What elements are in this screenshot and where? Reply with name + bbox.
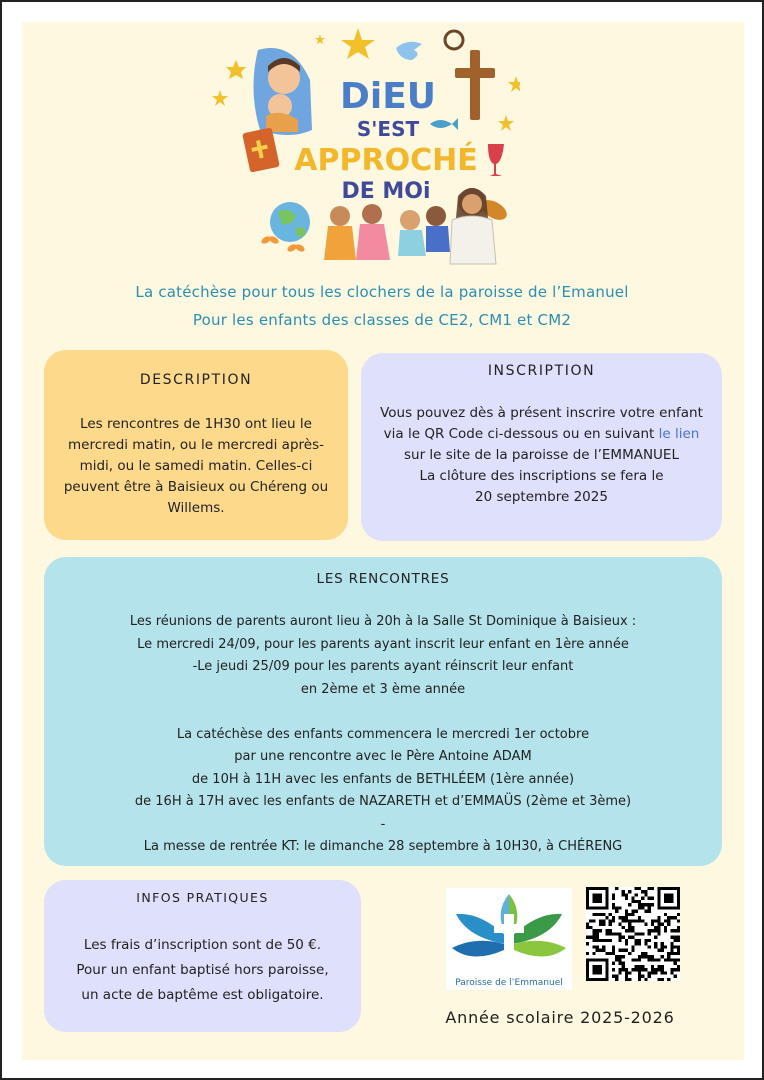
subtitle-line-1: La catéchèse pour tous les clochers de la paroisse de l’Emanuel [135, 283, 629, 301]
star-icon [498, 115, 514, 131]
jesus-illustration [450, 188, 496, 264]
description-card [44, 350, 348, 540]
hero-svg [200, 20, 520, 268]
cross-icon [504, 914, 514, 958]
parents-line: Le mercredi 24/09, pour les parents ayant inscrit leur enfant en 1ère année [137, 636, 629, 652]
chalice-icon [488, 144, 504, 176]
inscription-text-after-link: sur le site de la paroisse de l’EMMANUEL [403, 447, 679, 463]
enfants-line: de 16H à 17H avec les enfants de NAZARETH et d’EMMAÜS (2ème et 3ème) [134, 794, 632, 809]
dove-icon [396, 42, 422, 60]
registration-link[interactable]: le lien [658, 426, 700, 442]
inscription-card [361, 353, 722, 541]
enfants-line: de 10H à 11H avec les enfants de BETHLÉEM (1ère année) [191, 771, 575, 787]
infos-card [44, 880, 361, 1032]
parents-line: Les réunions de parents auront lieu à 20h à la Salle St Dominique à Baisieux : [129, 614, 637, 629]
infos-line: Les frais d’inscription sont de 50 €. [83, 937, 322, 953]
parish-logo-text: Paroisse de l’Emmanuel [455, 978, 563, 988]
hero-title-line-1: DiEU [339, 76, 437, 117]
rencontres-body [44, 611, 722, 859]
hero-title-line-4: DE MOi [341, 179, 431, 204]
qr-code-icon [586, 887, 680, 981]
rencontres-title: LES RENCONTRES [316, 571, 450, 587]
description-title: DESCRIPTION [139, 372, 253, 388]
inscription-closing-line-2: 20 septembre 2025 [475, 489, 608, 505]
star-icon [315, 34, 325, 44]
star-icon [212, 90, 228, 106]
crown-of-thorns-icon [445, 31, 463, 49]
cross-icon [455, 50, 495, 120]
description-body: Les rencontres de 1H30 ont lieu le mercredi matin, ou le mercredi après-midi, ou le samedi matin. Celles-ci peuvent être à Baisieux ou Chéreng ou Willems. [63, 416, 329, 516]
hero-title-line-3: APPROCHÉ [294, 143, 478, 178]
fish-icon [430, 118, 458, 130]
inscription-closing-line-1: La clôture des inscriptions se fera le [419, 468, 664, 484]
inscription-body [373, 403, 710, 508]
parents-line: en 2ème et 3 ème année [300, 681, 466, 697]
inscription-title: INSCRIPTION [487, 363, 596, 379]
subtitle-line-2: Pour les enfants des classes de CE2, CM1 et CM2 [192, 311, 572, 329]
hero-title-line-2: S'EST [356, 117, 420, 141]
enfants-line: par une rencontre avec le Père Antoine ADAM [234, 749, 532, 764]
infos-line: Pour un enfant baptisé hors paroisse, [76, 962, 329, 978]
inscription-text-before-link: Vous pouvez dès à présent inscrire votre enfant via le QR Code ci-dessous ou en suivant [380, 405, 703, 442]
mary-and-child-icon [253, 48, 312, 135]
messe-line: La messe de rentrée KT: le dimanche 28 septembre à 10H30, à CHÉRENG [143, 839, 623, 854]
parents-line: -Le jeudi 25/09 pour les parents ayant réinscrit leur enfant [192, 659, 574, 674]
enfants-line: La catéchèse des enfants commencera le mercredi 1er octobre [176, 726, 590, 742]
infos-body [44, 933, 361, 1008]
parish-logo [446, 888, 572, 990]
hero-illustration [200, 20, 520, 268]
children-illustration [324, 204, 450, 260]
star-icon [226, 60, 246, 79]
bible-icon [242, 127, 280, 172]
separator-dash: - [380, 816, 386, 832]
rencontres-card [44, 557, 722, 866]
infos-title: INFOS PRATIQUES [136, 890, 269, 905]
registration-qr-code[interactable] [586, 887, 680, 981]
spacer [44, 701, 722, 724]
star-icon [341, 28, 375, 59]
star-icon [508, 76, 520, 92]
globe-icon [270, 202, 310, 242]
infos-line: un acte de baptême est obligatoire. [81, 987, 324, 1003]
school-year: Année scolaire 2025-2026 [445, 1008, 675, 1027]
parish-logo-emblem [446, 888, 572, 972]
